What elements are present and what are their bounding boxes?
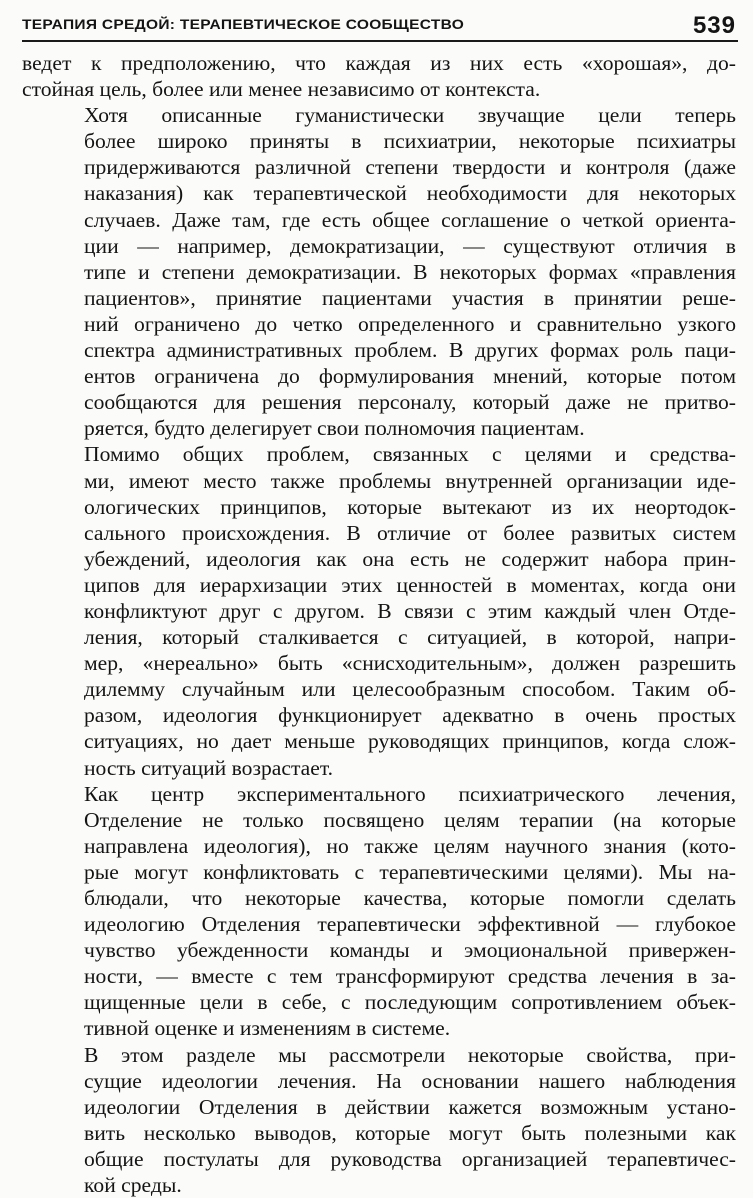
text-line: конфликтуют друг с другом. В связи с этим каждый член Отде-	[84, 598, 736, 623]
text-line: случаев. Даже там, где есть общее соглашение о четкой ориента-	[84, 207, 736, 232]
text-line: ции — например, демократизации, — существуют отличия в	[84, 233, 736, 258]
text-line: тивной оценке и изменениям в системе.	[84, 1016, 451, 1041]
text-line: ведет к предположению, что каждая из них есть «хорошая», до-	[22, 51, 736, 75]
text-line: ситуациях, но дает меньше руководящих принципов, когда слож-	[84, 729, 736, 754]
text-line: пациентов», принятие пациентами участия в принятии реше-	[84, 285, 736, 310]
text-line: мер, «нереально» быть «снисходительным», должен разрешить	[84, 651, 736, 676]
text-line: ности, — вместе с тем трансформируют средства лечения в за-	[84, 964, 736, 989]
text-line: дилемму случайным или целесообразным способом. Таким об-	[84, 677, 736, 702]
text-line: наказания) как терапевтической необходимости для некоторых	[84, 181, 736, 206]
text-line: стойная цель, более или менее независимо от контекста.	[22, 77, 541, 102]
text-line: ми, имеют место также проблемы внутренней организации иде-	[84, 468, 736, 493]
text-line: разом, идеология функционирует адекватно в очень простых	[84, 703, 736, 728]
text-line: спектра административных проблем. В других формах роль паци-	[84, 338, 736, 363]
text-line: направлена идеология), но также целям научного знания (кото-	[84, 833, 736, 858]
text-line: ность ситуаций возрастает.	[84, 755, 334, 780]
text-line: ципов для иерархизации этих ценностей в моментах, когда они	[84, 572, 736, 597]
paragraph	[22, 50, 736, 102]
text-line: Отделение не только посвящено целям терапии (на которые	[84, 807, 736, 832]
text-line: блюдали, что некоторые качества, которые помогли сделать	[84, 886, 736, 910]
running-header	[22, 10, 738, 42]
text-line: Как центр экспериментального психиатрического лечения,	[84, 781, 736, 806]
paragraph	[22, 441, 736, 780]
text-line: типе и степени демократизации. В некоторых формах «правления	[84, 259, 736, 284]
text-line: более широко приняты в психиатрии, некоторые психиатры	[84, 129, 736, 154]
text-line: сообщаются для решения персоналу, который даже не притво-	[84, 390, 736, 415]
paragraph	[22, 1042, 736, 1198]
text-line: идеологию Отделения терапевтически эффективной — глубокое	[84, 912, 736, 937]
text-line: ний ограничено до четко определенного и сравнительно узкого	[84, 311, 736, 336]
text-line: сущие идеологии лечения. На основании нашего наблюдения	[84, 1068, 736, 1093]
text-line: вить несколько выводов, которые могут быть полезными как	[84, 1120, 736, 1145]
text-line: чувство убежденности команды и эмоциональной привержен-	[84, 938, 736, 963]
text-line: сального происхождения. В отличие от более развитых систем	[84, 520, 736, 545]
text-line: ологических принципов, которые вытекают из их неортодок-	[84, 494, 736, 519]
text-line: кой среды.	[84, 1173, 182, 1198]
paragraph	[22, 102, 736, 441]
paragraph	[22, 781, 736, 1042]
text-line: ления, который сталкивается с ситуацией, в которой, напри-	[84, 625, 736, 650]
text-line: общие постулаты для руководства организацией терапевтичес-	[84, 1146, 736, 1171]
body-text	[22, 50, 736, 1198]
text-line: Помимо общих проблем, связанных с целями и средства-	[84, 442, 736, 467]
text-line: В этом разделе мы рассмотрели некоторые свойства, при-	[84, 1042, 736, 1067]
text-line: Хотя описанные гуманистически звучащие цели теперь	[84, 103, 736, 128]
text-line: ентов ограничена до формулирования мнений, которые потом	[84, 364, 736, 389]
text-line: щищенные цели в себе, с последующим сопротивлением объек-	[84, 990, 736, 1015]
text-line: придерживаются различной степени твердости и контроля (даже	[84, 155, 736, 180]
page-number: 539	[692, 12, 736, 39]
text-line: убеждений, идеология как она есть не содержит набора прин-	[84, 546, 736, 571]
text-line: ряется, будто делегирует свои полномочия пациентам.	[84, 416, 585, 441]
text-line: рые могут конфликтовать с терапевтическими целями). Мы на-	[84, 859, 736, 884]
text-line: идеологии Отделения в действии кажется возможным устано-	[84, 1094, 736, 1119]
running-title: ТЕРАПИЯ СРЕДОЙ: ТЕРАПЕВТИЧЕСКОЕ СООБЩЕСТВО	[22, 17, 465, 33]
